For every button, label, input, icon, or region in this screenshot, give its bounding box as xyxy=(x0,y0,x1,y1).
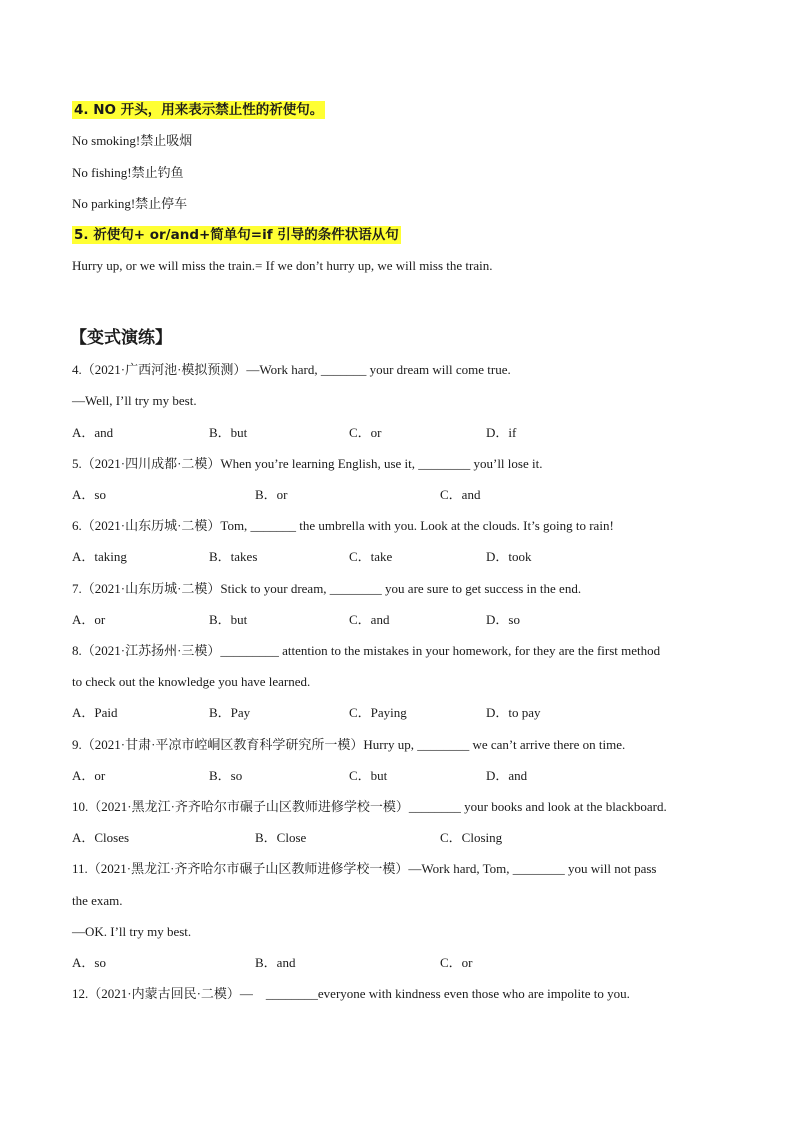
option-a[interactable]: A．so xyxy=(72,487,106,502)
option-d[interactable]: D．if xyxy=(486,425,517,440)
option-c[interactable]: C．but xyxy=(349,768,388,783)
note-example-hurry: Hurry up, or we will miss the train.= If we don’t hurry up, we will miss the train. xyxy=(72,258,493,273)
note-example-parking: No parking!禁止停车 xyxy=(72,196,188,211)
option-d[interactable]: D．to pay xyxy=(486,705,541,720)
option-b[interactable]: B．but xyxy=(209,425,248,440)
question-8-continued: to check out the knowledge you have learned. xyxy=(72,674,311,689)
option-b[interactable]: B．Close xyxy=(255,830,307,845)
question-5: 5.（2021·四川成都·二模）When you’re learning English, use it, ________ you’ll lose it. xyxy=(72,456,543,471)
note-heading-4: 4. NO 开头，用来表示禁止性的祈使句。 xyxy=(74,102,324,118)
option-b[interactable]: B．but xyxy=(209,612,248,627)
section-title: 【变式演练】 xyxy=(70,328,172,348)
question-7: 7.（2021·山东历城·二模）Stick to your dream, ________ you are sure to get success in the end. xyxy=(72,581,582,596)
option-c[interactable]: C．or xyxy=(349,425,382,440)
option-a[interactable]: A．and xyxy=(72,425,114,440)
question-11-continued: the exam. xyxy=(72,893,123,908)
question-6: 6.（2021·山东历城·二模）Tom, _______ the umbrella with you. Look at the clouds. It’s going to rain! xyxy=(72,518,614,533)
option-d[interactable]: D．took xyxy=(486,549,532,564)
option-c[interactable]: C．or xyxy=(440,955,473,970)
question-9: 9.（2021·甘肃·平凉市崆峒区教育科学研究所一模）Hurry up, ________ we can’t arrive there on time. xyxy=(72,737,626,752)
option-a[interactable]: A．Paid xyxy=(72,705,118,720)
option-c[interactable]: C．and xyxy=(440,487,481,502)
question-11-dialog: —OK. I’ll try my best. xyxy=(72,924,192,939)
question-4-dialog: —Well, I’ll try my best. xyxy=(72,393,197,408)
note-heading-5: 5. 祈使句+ or/and+简单句=if 引导的条件状语从句 xyxy=(74,227,399,243)
option-b[interactable]: B．Pay xyxy=(209,705,251,720)
option-d[interactable]: D．so xyxy=(486,612,520,627)
option-a[interactable]: A．Closes xyxy=(72,830,130,845)
option-b[interactable]: B．or xyxy=(255,487,288,502)
question-10: 10.（2021·黑龙江·齐齐哈尔市碾子山区教师进修学校一模）________ your books and look at the blackboard. xyxy=(72,799,667,814)
option-c[interactable]: C．take xyxy=(349,549,393,564)
option-c[interactable]: C．Closing xyxy=(440,830,503,845)
question-4: 4.（2021·广西河池·模拟预测）—Work hard, _______ your dream will come true. xyxy=(72,362,511,377)
option-c[interactable]: C．and xyxy=(349,612,390,627)
option-d[interactable]: D．and xyxy=(486,768,528,783)
option-a[interactable]: A．so xyxy=(72,955,106,970)
option-a[interactable]: A．taking xyxy=(72,549,127,564)
question-12: 12.（2021·内蒙古回民·二模）— ________everyone with kindness even those who are impolite to you. xyxy=(72,986,630,1001)
note-example-fishing: No fishing!禁止钓鱼 xyxy=(72,165,184,180)
option-b[interactable]: B．takes xyxy=(209,549,258,564)
option-c[interactable]: C．Paying xyxy=(349,705,407,720)
option-a[interactable]: A．or xyxy=(72,612,106,627)
note-example-smoking: No smoking!禁止吸烟 xyxy=(72,133,193,148)
question-11: 11.（2021·黑龙江·齐齐哈尔市碾子山区教师进修学校一模）—Work hard, Tom, ________ you will not pass xyxy=(72,861,657,876)
option-b[interactable]: B．so xyxy=(209,768,243,783)
option-b[interactable]: B．and xyxy=(255,955,296,970)
question-8: 8.（2021·江苏扬州·三模）_________ attention to the mistakes in your homework, for they are the first method xyxy=(72,643,661,658)
option-a[interactable]: A．or xyxy=(72,768,106,783)
